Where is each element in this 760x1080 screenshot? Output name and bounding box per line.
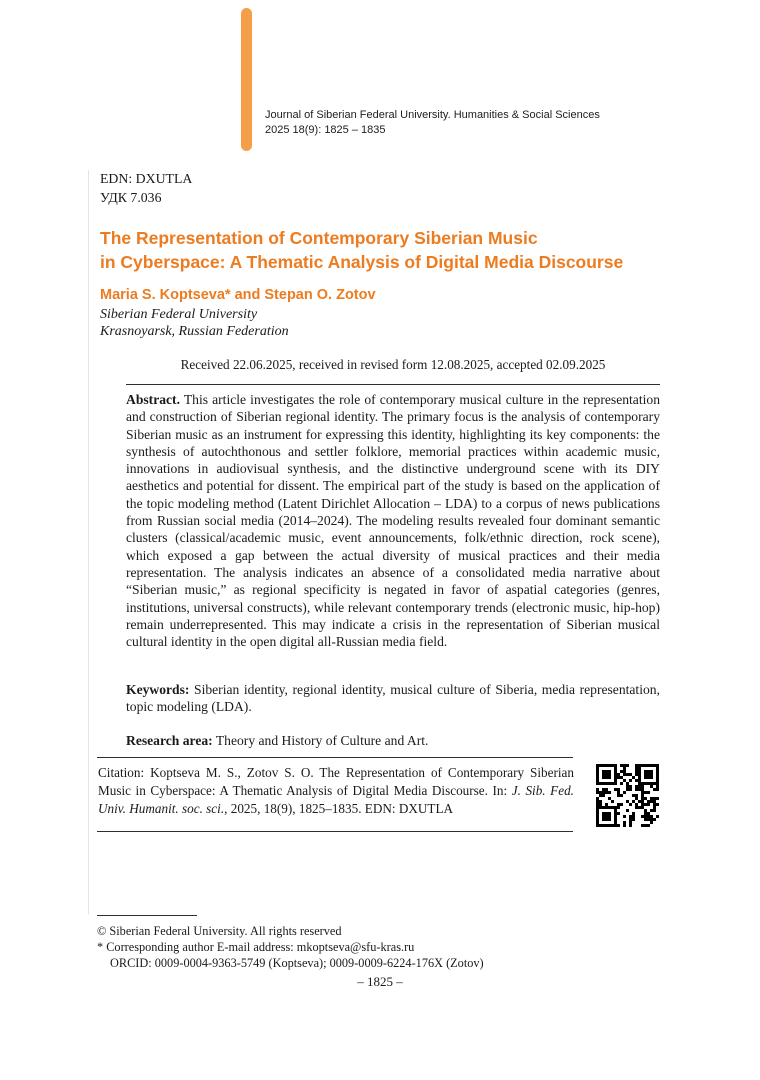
citation-divider-bottom bbox=[97, 831, 573, 832]
udc-line: УДК 7.036 bbox=[100, 190, 162, 205]
keywords-label: Keywords: bbox=[126, 682, 190, 697]
received-line: Received 22.06.2025, received in revised form 12.08.2025, accepted 02.09.2025 bbox=[180, 357, 606, 372]
abstract-text: This article investigates the role of contemporary musical culture in the representation and construction of Siberian regional identity. The primary focus is the analysis of contemporary Siberian music as an instrument for expressing this identity, highlighting its key components: the synthesis of autochthonous and settler folklore, memorial practices within academic music, innovations in audiovisual synthesis, and the distinctive underground scene with its DIY aesthetics and potential for dissent. The empirical part of the study is based on the application of the topic modeling method (Latent Dirichlet Allocation – LDA) to a corpus of news publications from Russian social media (2014–2024). The modeling results revealed four dominant semantic clusters (classical/academic music, event announcements, folk/ethnic direction, rock scene), which exposed a gap between the actual diversity of musical practices and their media representation. The analysis indicates an absence of a consolidated media narrative about “Siberian music,” as regional specificity is negated in favor of aspatial categories (genres, institutions, universal constructs), while relevant contemporary trends (electronic music, hip-hop) remain underrepresented. This may indicate a crisis in the representation of Siberian musical cultural identity in the open digital all-Russian media field. bbox=[126, 392, 660, 650]
keywords-paragraph bbox=[126, 681, 660, 716]
affiliation-university: Siberian Federal University bbox=[100, 307, 258, 322]
research-area-text: Theory and History of Culture and Art. bbox=[215, 733, 429, 748]
abstract-paragraph bbox=[126, 391, 660, 650]
corresponding-author-line: * Corresponding author E-mail address: mkoptseva@sfu-kras.ru bbox=[97, 940, 415, 954]
article-title-line2: in Cyberspace: A Thematic Analysis of Digital Media Discourse bbox=[100, 251, 624, 272]
orcid-line: ORCID: 0009-0004-9363-5749 (Koptseva); 0009-0009-6224-176X (Zotov) bbox=[110, 956, 484, 970]
copyright-line: © Siberian Federal University. All rights reserved bbox=[97, 924, 342, 938]
article-title bbox=[100, 227, 680, 274]
citation-journal-name: J. Sib. Fed. Univ. Humanit. soc. sci. bbox=[98, 783, 574, 816]
journal-header bbox=[265, 108, 600, 138]
article-title-line1: The Representation of Contemporary Siberian Music bbox=[100, 228, 538, 248]
citation-text: Citation: Koptseva M. S., Zotov S. O. The Representation of Contemporary Siberian Music in Cyberspace: A Thematic Analysis of Digital Media Discourse. In: bbox=[98, 765, 574, 798]
keywords-text: Siberian identity, regional identity, musical culture of Siberia, media representation, topic modeling (LDA). bbox=[126, 682, 660, 715]
edn-line: EDN: DXUTLA bbox=[100, 171, 193, 186]
qr-code bbox=[596, 764, 659, 827]
abstract-label: Abstract. bbox=[126, 392, 180, 407]
citation-block bbox=[98, 764, 574, 818]
footnote-divider bbox=[97, 915, 197, 916]
journal-title: Journal of Siberian Federal University. Humanities & Social Sciences bbox=[265, 109, 600, 121]
authors-line: Maria S. Koptseva* and Stepan O. Zotov bbox=[100, 287, 376, 303]
research-area-label: Research area: bbox=[126, 733, 213, 748]
affiliation-city: Krasnoyarsk, Russian Federation bbox=[100, 324, 289, 339]
left-margin-rule bbox=[88, 170, 89, 914]
abstract-divider bbox=[126, 384, 660, 385]
journal-issue: 2025 18(9): 1825 – 1835 bbox=[265, 124, 386, 136]
accent-bar bbox=[241, 8, 252, 151]
citation-suffix: , 2025, 18(9), 1825–1835. EDN: DXUTLA bbox=[224, 801, 454, 816]
citation-divider-top bbox=[97, 757, 573, 758]
research-area-paragraph bbox=[126, 732, 660, 749]
page-number: – 1825 – bbox=[357, 974, 403, 989]
